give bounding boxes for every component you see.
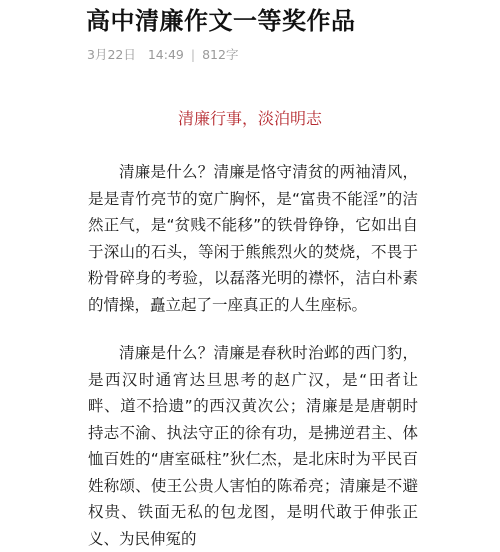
word-count: 812字 [202,47,239,62]
publish-time: 14:49 [147,47,184,62]
article-subtitle: 清廉行事，淡泊明志 [177,109,322,128]
article-meta [87,46,238,64]
publish-date: 3月22日 [87,47,136,62]
paragraph: 清廉是什么？清廉是恪守清贫的两袖清风，是是青竹亮节的宽广胸怀，是“富贵不能淫”的洁然正气，是“贫贱不能移”的铁骨铮铮，它如出自于深山的石头，等闲于熊熊烈火的焚烧，不畏于粉骨碎身的考验，以磊落光明的襟怀，洁白朴素的情操，矗立起了一座真正的人生座标。 [88,163,418,314]
paragraph: 清廉是什么？清廉是春秋时治邺的西门豹，是西汉时通宵达旦思考的赵广汉，是“田者让畔、道不拾遗”的西汉黄次公；清廉是是唐朝时持志不渝、执法守正的徐有功，是拂逆君主、体恤百姓的“唐室砥柱”狄仁杰，是北床时为平民百姓称颂、使王公贵人害怕的陈希亮；清廉是不避权贵、铁面无私的包龙图，是明代敢于伸张正义、为民伸冤的 [88,344,418,548]
article-title: 高中清廉作文一等奖作品 [86,7,356,35]
meta-separator: | [190,47,196,62]
